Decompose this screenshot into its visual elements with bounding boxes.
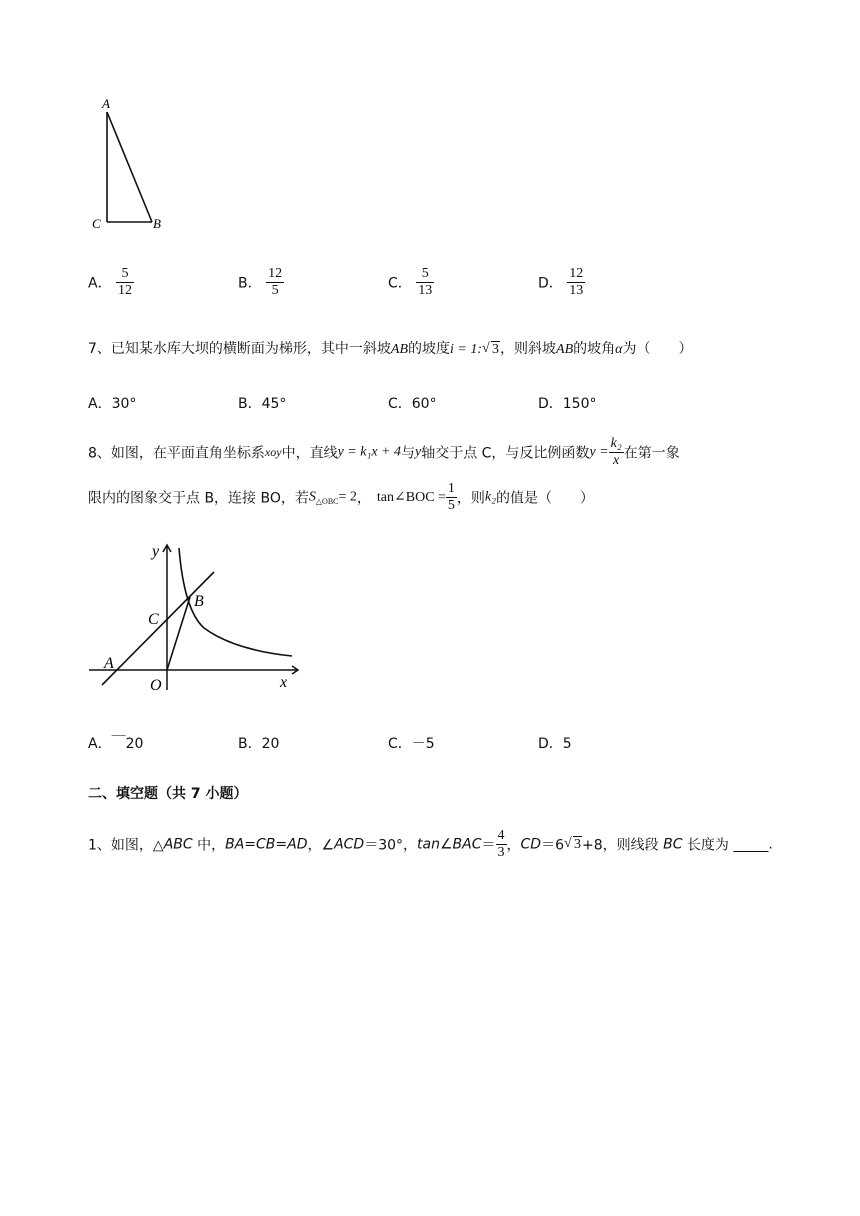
label-y: y — [152, 543, 160, 560]
q8-option-d[interactable]: D．5 — [538, 736, 572, 752]
q8-stem-line1: 8、如图，在平面直角坐标系xoy中，直线y = k₁x + 4与y轴交于点 C，与反比例函数y = $\frac{\text{k₂}}{x}$ 在第一象 — [88, 436, 680, 468]
q7-option-b[interactable]: B．45° — [238, 396, 287, 412]
section-title: 二、填空题（共 7 小题） — [88, 786, 248, 802]
sqrt-3: √ 3 — [564, 835, 581, 852]
q6-option-d-fraction: $\frac{12}{13}$ — [569, 266, 584, 298]
label-a: A — [102, 96, 110, 111]
q8-option-b[interactable]: B．20 — [238, 736, 280, 752]
label-a: A — [104, 655, 114, 672]
q8-stem-line2: 限内的图象交于点 B，连接 BO，若$S_{\triangle OBC}= 2$， tan∠BOC = $\frac{1}{5}$ ，则k₂的值是（ ） — [88, 481, 595, 513]
fill1-fraction: $\frac{4}{3}$ — [497, 828, 505, 860]
triangle-figure — [90, 92, 180, 237]
q7-option-c[interactable]: C．60° — [388, 396, 437, 412]
q7-option-a[interactable]: A．30° — [88, 396, 137, 412]
q6-option-b-fraction: $\frac{12}{5}$ — [268, 266, 283, 298]
q8-func-fraction: $\frac{\text{k₂}}{x}$ — [610, 436, 622, 468]
q7-option-d[interactable]: D．150° — [538, 396, 597, 412]
q8-option-c[interactable]: C．－5 — [388, 736, 435, 752]
label-o: O — [150, 677, 162, 694]
q6-option-c[interactable]: C． $\frac{5}{13}$ — [388, 266, 433, 298]
answer-blank[interactable]: _____ — [733, 836, 769, 853]
fill-question-1: 1、如图，△ABC 中，BA=CB=AD，∠ACD＝30°，tan∠BAC＝ $\frac{4}{3}$ ，CD＝6 √ 3+8，则线段 BC 长度为 _____. — [88, 828, 773, 860]
q8-option-a[interactable]: A．￣20 — [88, 736, 144, 752]
q6-option-b[interactable]: B． $\frac{12}{5}$ — [238, 266, 283, 298]
q6-option-a[interactable]: A． $\frac{5}{12}$ — [88, 266, 133, 298]
q6-option-d[interactable]: D． $\frac{12}{13}$ — [538, 266, 584, 298]
sqrt-3: √ 3 — [482, 341, 500, 357]
coordinate-figure — [84, 540, 304, 700]
label-c: C — [148, 611, 159, 628]
side-ab — [107, 112, 152, 222]
q7-stem: 7、已知某水库大坝的横断面为梯形，其中一斜坡AB的坡度i = 1: √ 3，则斜坡AB的坡角α为（ ） — [88, 341, 693, 357]
q8-tan-fraction: $\frac{1}{5}$ — [447, 481, 455, 513]
label-b: B — [153, 216, 161, 231]
label-x: x — [280, 674, 288, 691]
q6-option-c-fraction: $\frac{5}{13}$ — [418, 266, 433, 298]
line-k1 — [102, 572, 214, 685]
label-c: C — [92, 216, 101, 231]
label-b: B — [194, 593, 204, 610]
q6-option-a-fraction: $\frac{5}{12}$ — [118, 266, 133, 298]
